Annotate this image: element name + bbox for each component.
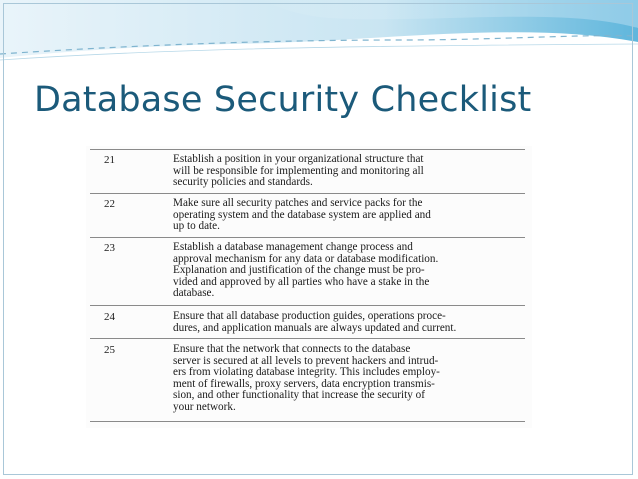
item-text: Ensure that the network that connects to the database server is secured at all levels to prevent hackers and intrud- ers from violating database integrity. This includes employ- ment of firewalls, proxy servers, data encryption transmis- sion, and other functionality that increase the security of your network. <box>173 343 440 413</box>
item-text: Ensure that all database production guides, operations proce- dures, and application manuals are always updated and current. <box>173 310 457 334</box>
item-number: 23 <box>104 242 115 254</box>
checklist-table <box>86 146 532 428</box>
item-number: 25 <box>104 344 115 356</box>
table-top-rule <box>90 149 525 150</box>
row-divider <box>90 338 525 339</box>
item-number: 21 <box>104 154 115 166</box>
table-bottom-rule <box>90 421 525 422</box>
item-text: Establish a database management change process and approval mechanism for any data or database modification. Explanation and justification of the change must be pro- vided and approved by all parties who have a stake in the database. <box>173 241 439 300</box>
item-number: 22 <box>104 198 115 210</box>
row-divider <box>90 193 525 194</box>
item-text: Make sure all security patches and service packs for the operating system and the database system are applied and up to date. <box>173 197 431 233</box>
row-divider <box>90 237 525 238</box>
slide-title: Database Security Checklist <box>34 80 532 120</box>
item-number: 24 <box>104 311 115 323</box>
row-divider <box>90 305 525 306</box>
item-text: Establish a position in your organizational structure that will be responsible for implementing and monitoring all security policies and standards. <box>173 153 424 189</box>
